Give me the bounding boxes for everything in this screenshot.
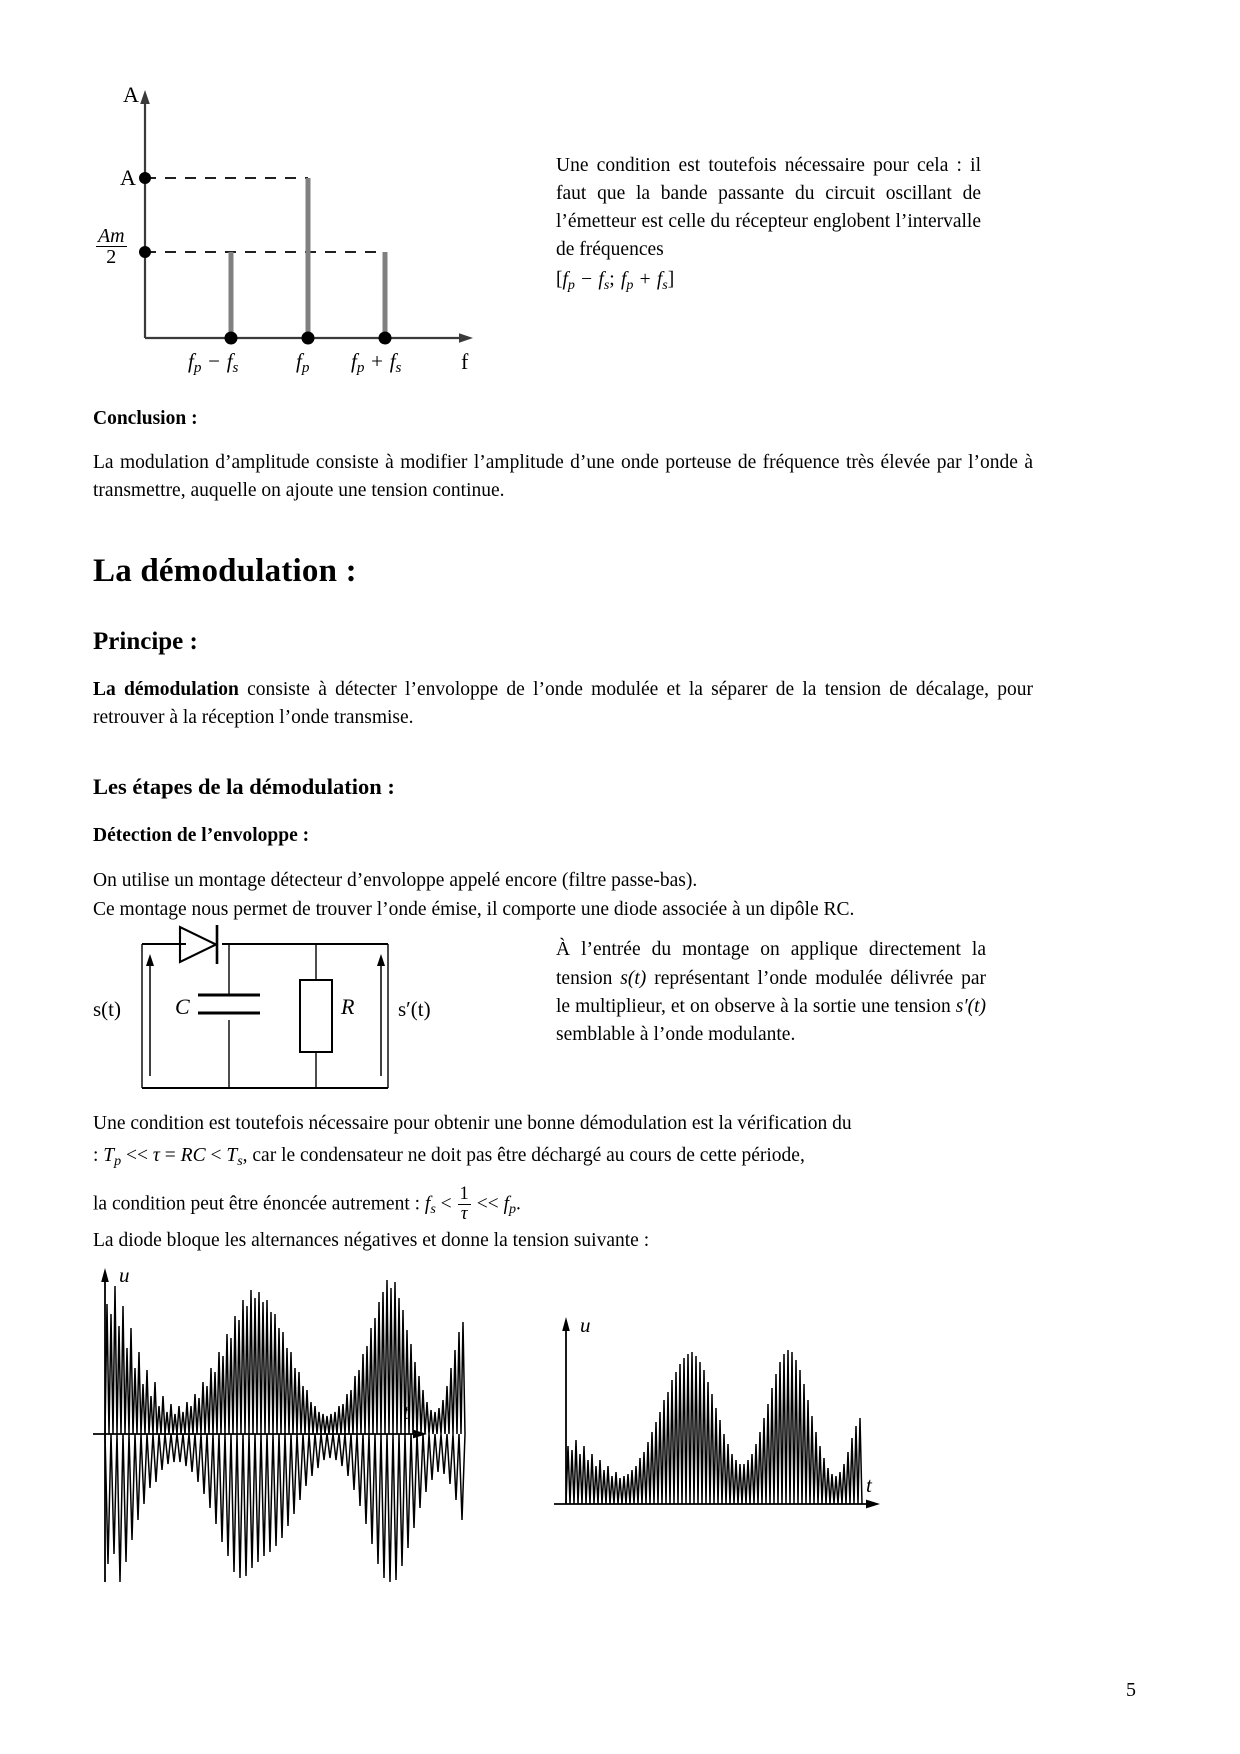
y-tick-label-A: A [120, 165, 136, 190]
circuit-side-note-text [556, 936, 986, 1048]
principe-lead-bold: La démodulation [93, 679, 239, 701]
condition-less-than-2: < [440, 1192, 452, 1214]
interval-f3-sub: p [626, 277, 634, 294]
resistor-icon [300, 980, 332, 1052]
interval-op1: − [581, 269, 593, 291]
spectrum-figure-block [93, 60, 1033, 380]
circuit-svg [98, 924, 498, 1106]
condition-line-2 [93, 1142, 1033, 1171]
circuit-resistor-label: R [341, 994, 355, 1020]
dot-y-A [139, 172, 151, 184]
condition-line-3 [93, 1182, 1033, 1224]
condition-fp-sub: p [508, 1200, 516, 1217]
circuit-figure-block [93, 924, 1033, 1106]
page-number: 5 [1126, 1679, 1136, 1701]
wave-left-trace-negative [105, 1434, 465, 1582]
x-tick-label-fp [296, 349, 309, 377]
condition-much-less-1: << [126, 1144, 149, 1166]
circuit-note-sprime: s′(t) [955, 995, 986, 1017]
x-axis-title: f [461, 349, 469, 374]
circuit-output-label: s′(t) [398, 997, 431, 1022]
tick3-operator: + [371, 349, 383, 373]
page-content [93, 60, 1033, 1586]
spectrum-svg [93, 60, 493, 380]
x-tick-label-fp-plus-fs [351, 349, 401, 377]
principe-paragraph [93, 676, 1033, 732]
circuit-capacitor-label: C [175, 994, 190, 1020]
condition-frac-den: τ [458, 1204, 471, 1224]
wave-left-y-arrow [101, 1268, 109, 1282]
wave-right-y-label: u [580, 1312, 591, 1337]
circuit-note-st: s(t) [620, 967, 647, 989]
tick3-f2-sub: s [395, 360, 402, 377]
interval-f1: f [562, 269, 568, 291]
wave-right-y-arrow [562, 1317, 570, 1331]
y-tick-frac-denominator: 2 [96, 246, 127, 267]
interval-f4-sub: s [662, 277, 668, 294]
spectrum-side-note [556, 152, 981, 295]
condition-line2-rest: , car le condensateur ne doit pas être déchargé au cours de cette période, [242, 1144, 805, 1166]
circuit-side-note [556, 936, 986, 1048]
interval-op2: + [639, 269, 651, 291]
tick3-f: f [351, 349, 357, 373]
interval-open-bracket: [ [556, 269, 563, 291]
wave-left-y-label: u [119, 1262, 130, 1287]
condition-fs: f [424, 1192, 431, 1214]
conclusion-body: La modulation d’amplitude consiste à modifier l’amplitude d’une onde porteuse de fréquence très élevée par l’onde à transmettre, auquelle on ajoute une tension continue. [93, 452, 1033, 502]
interval-f3: f [620, 269, 627, 291]
dot-x-fp-plus-fs [379, 332, 392, 345]
condition-RC: RC [180, 1144, 206, 1166]
heading-principe: Principe : [93, 628, 198, 656]
wave-left-x-label: t [403, 1399, 409, 1424]
y-tick-frac-numerator: Am [98, 225, 125, 247]
conclusion-heading: Conclusion : [93, 408, 198, 429]
detection-line-2: Ce montage nous permet de trouver l’onde émise, il comporte une diode associée à un dipôle RC. [93, 899, 855, 921]
y-axis-arrow [140, 90, 150, 104]
dot-y-Am2 [139, 246, 151, 258]
condition-Ts: T [226, 1144, 238, 1166]
y-tick-label-Am-over-2 [95, 226, 128, 268]
condition-colon: : [93, 1144, 99, 1166]
tick3-f-sub: p [356, 360, 365, 377]
tick1-f-sub: p [193, 360, 202, 377]
condition-frac-num: 1 [459, 1182, 469, 1204]
envelope-detector-circuit [93, 924, 498, 1106]
condition-Tp: T [103, 1144, 115, 1166]
principe-body-text: consiste à détecter l’envoloppe de l’onde modulée et la séparer de la tension de décalage, pour retrouver à la réception l’onde transmise. [93, 679, 1033, 729]
dot-x-fp [302, 332, 315, 345]
x-tick-label-fp-minus-fs [188, 349, 238, 377]
wave-right-trace [566, 1350, 862, 1504]
waveform-right-svg [548, 1308, 948, 1548]
interval-f4: f [656, 269, 663, 291]
dot-x-fp-minus-fs [225, 332, 238, 345]
interval-semicolon: ; [609, 269, 615, 291]
interval-close-bracket: ] [667, 269, 675, 291]
waveform-figures-block [93, 1256, 1033, 1586]
interval-f1-sub: p [567, 277, 575, 294]
y-axis-title: A [123, 82, 139, 107]
condition-fs-sub: s [430, 1200, 436, 1217]
interval-f2: f [598, 269, 604, 291]
circuit-note-part3: semblable à l’onde modulante. [556, 1023, 796, 1045]
condition-inverse-tau-fraction [458, 1182, 471, 1224]
condition-less-than: < [210, 1144, 222, 1166]
condition-much-less-2: << [476, 1192, 499, 1214]
condition-tau: τ [152, 1144, 160, 1166]
circuit-note-part1: À l’entrée du montage on applique directement la tension [556, 939, 986, 989]
condition-line3-text: la condition peut être énoncée autrement : [93, 1192, 421, 1214]
heading-etapes-demodulation: Les étapes de la démodulation : [93, 774, 395, 800]
condition-Ts-sub: s [237, 1152, 243, 1169]
wave-right-x-arrow [866, 1499, 880, 1508]
tick1-f2-sub: s [232, 360, 239, 377]
condition-line-1: Une condition est toutefois nécessaire pour obtenir une bonne démodulation est la vérification du [93, 1113, 852, 1135]
tick1-f2: f [226, 349, 233, 373]
amplitude-spectrum-chart [93, 60, 493, 380]
tick3-f2: f [389, 349, 396, 373]
tick1-operator: − [208, 349, 220, 373]
condition-Tp-sub: p [114, 1152, 122, 1169]
waveform-left-svg [85, 1256, 525, 1586]
spectrum-side-note-text: Une condition est toutefois nécessaire pour cela : il faut que la bande passante du circuit oscillant de l’émetteur est celle du récepteur englobent l’intervalle de fréquences [556, 155, 981, 261]
heading-detection-enveloppe: Détection de l’envoloppe : [93, 825, 310, 847]
condition-equals: = [164, 1144, 176, 1166]
circuit-input-label: s(t) [93, 997, 121, 1022]
waveform-rectified-signal [548, 1308, 948, 1548]
detection-line-1: On utilise un montage détecteur d’envoloppe appelé encore (filtre passe-bas). [93, 870, 698, 892]
x-axis-arrow [459, 333, 473, 343]
waveform-modulated-signal [85, 1256, 525, 1586]
circuit-note-part2: représentant l’onde modulée délivrée par le multiplieur, et on observe à la sortie une tension [556, 967, 986, 1017]
condition-period: . [516, 1192, 521, 1214]
section-title-demodulation: La démodulation : [93, 553, 357, 590]
condition-line-4: La diode bloque les alternances négatives et donne la tension suivante : [93, 1230, 650, 1252]
wave-right-x-label: t [866, 1472, 872, 1497]
output-voltage-arrow-head [377, 954, 385, 966]
wave-left-trace [105, 1280, 465, 1434]
condition-fp: f [503, 1192, 509, 1214]
input-voltage-arrow-head [146, 954, 154, 966]
tick2-f-sub: p [301, 360, 310, 377]
interval-f2-sub: s [603, 277, 610, 294]
frequency-interval-formula [556, 266, 981, 295]
tick1-f: f [188, 349, 194, 373]
tick2-f: f [296, 349, 302, 373]
